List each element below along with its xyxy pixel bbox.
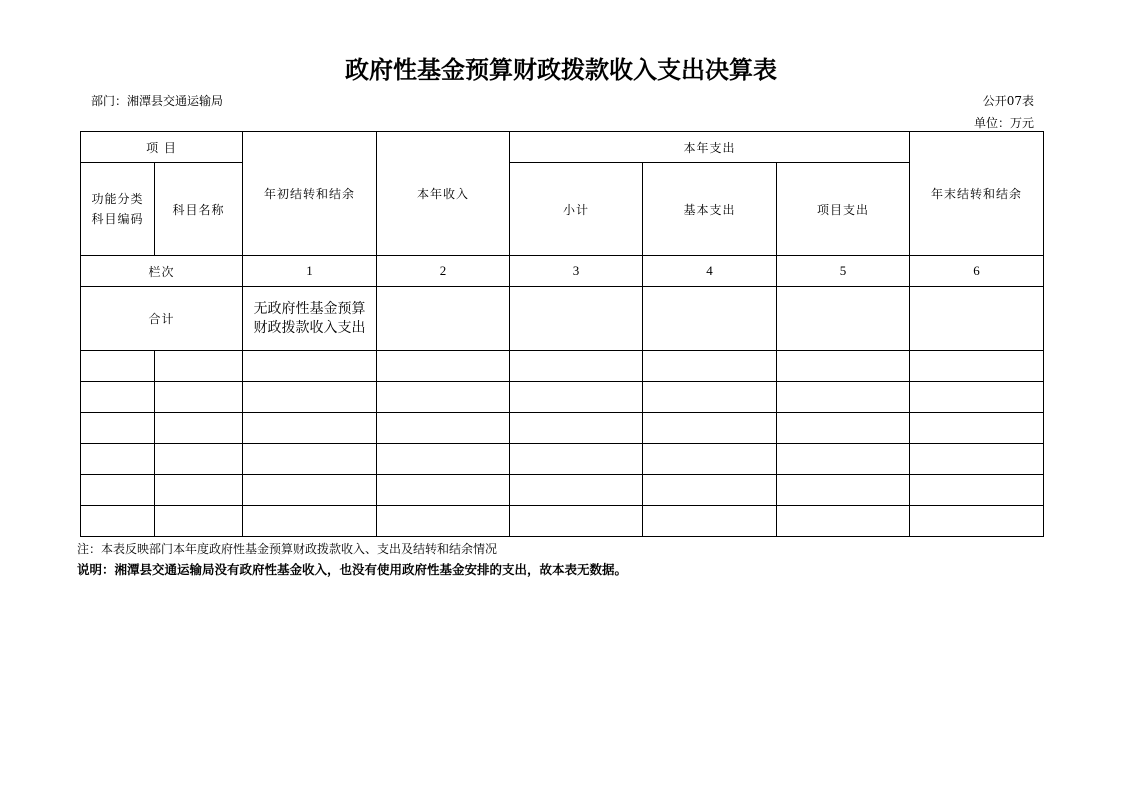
table-cell <box>910 287 1044 351</box>
header-opening-balance: 年初结转和结余 <box>243 132 377 256</box>
column-row-label: 栏次 <box>81 256 243 287</box>
table-row <box>81 475 1044 506</box>
column-number: 5 <box>777 256 910 287</box>
explanation-text: 说明：湘潭县交通运输局没有政府性基金收入，也没有使用政府性基金安排的支出，故本表无数据。 <box>77 562 628 577</box>
column-number: 1 <box>243 256 377 287</box>
column-number: 2 <box>377 256 510 287</box>
table-row <box>81 506 1044 537</box>
table-cell <box>643 287 777 351</box>
unit-label: 单位：万元 <box>973 116 1034 130</box>
no-data-text: 无政府性基金预算财政拨款收入支出 <box>243 287 377 351</box>
header-function-code: 功能分类科目编码 <box>81 163 155 256</box>
header-item: 项 目 <box>81 132 243 163</box>
column-number: 4 <box>643 256 777 287</box>
column-number: 6 <box>910 256 1044 287</box>
header-subtotal: 小计 <box>510 163 643 256</box>
table-row <box>81 413 1044 444</box>
header-current-expenditure: 本年支出 <box>510 132 910 163</box>
table-note: 注：本表反映部门本年度政府性基金预算财政拨款收入、支出及结转和结余情况 <box>77 542 498 556</box>
table-row <box>81 382 1044 413</box>
table-row <box>81 444 1044 475</box>
table-cell <box>777 287 910 351</box>
header-current-income: 本年收入 <box>377 132 510 256</box>
header-subject-name: 科目名称 <box>155 163 243 256</box>
document-title: 政府性基金预算财政拨款收入支出决算表 <box>345 55 777 84</box>
table-cell <box>377 287 510 351</box>
budget-table <box>80 131 1044 537</box>
form-number: 公开07表 <box>982 94 1034 108</box>
header-basic-expenditure: 基本支出 <box>643 163 777 256</box>
header-project-expenditure: 项目支出 <box>777 163 910 256</box>
header-closing-balance: 年末结转和结余 <box>910 132 1044 256</box>
department-label: 部门：湘潭县交通运输局 <box>91 94 224 108</box>
total-row-label: 合计 <box>81 287 243 351</box>
table-row <box>81 351 1044 382</box>
column-number: 3 <box>510 256 643 287</box>
table-cell <box>510 287 643 351</box>
